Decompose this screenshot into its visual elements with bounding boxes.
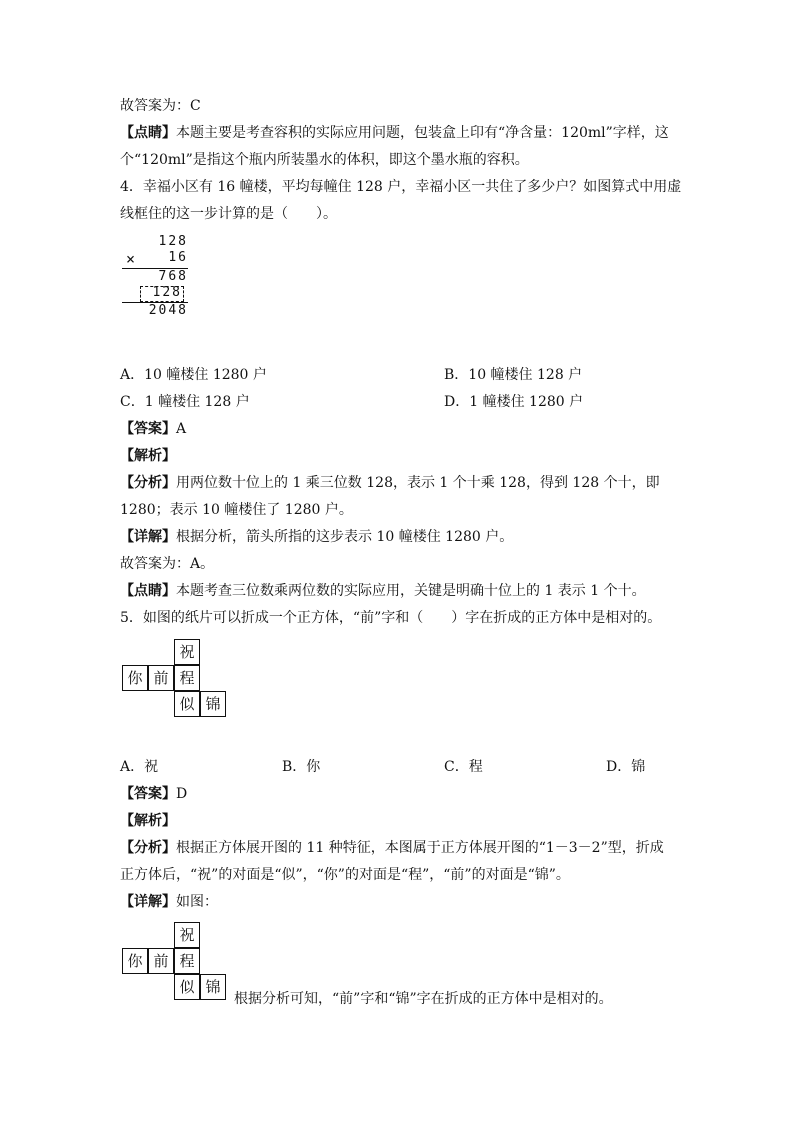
analysis-text-5: 根据正方体展开图的 11 种特征，本图属于正方体展开图的“1－3－2”型，折成	[176, 840, 664, 856]
calc-partial-2: 128	[152, 285, 182, 300]
analysis-5-line-1	[120, 839, 664, 857]
answer-line-prev: 故答案为：C	[120, 98, 201, 114]
answer-value-5: D	[176, 786, 188, 802]
analysis-heading-4: 【解析】	[120, 448, 176, 464]
conclusion-text: 根据分析可知，“前”字和“锦”字在折成的正方体中是相对的。	[234, 991, 613, 1007]
remark-text: 本题考查三位数乘两位数的实际应用，关键是明确十位上的 1 表示 1 个十。	[176, 583, 646, 599]
net-cell-qian: 前	[148, 665, 174, 691]
detail-tag-5: 【详解】	[120, 894, 176, 910]
option-4a: A．10 幢楼住 1280 户	[120, 367, 267, 383]
calc-partial-1: 768	[158, 269, 188, 284]
analysis-5-line-2: 正方体后，“祝”的对面是“似”，“你”的对面是“程”，“前”的对面是“锦”。	[120, 867, 570, 883]
option-5a: A．祝	[120, 759, 159, 775]
answer-tag: 【答案】	[120, 421, 176, 437]
calc-multiplicand: 128	[158, 234, 188, 249]
analysis-line-1	[120, 474, 660, 492]
note-tag: 【点睛】	[120, 125, 176, 141]
net2-cell-cheng: 程	[174, 948, 200, 974]
net2-cell-zhu: 祝	[174, 922, 200, 948]
remark-tag: 【点睛】	[120, 583, 176, 599]
final-answer-4: 故答案为：A。	[120, 556, 215, 572]
detail-tag: 【详解】	[120, 529, 176, 545]
question-4-line-2: 线框住的这一步计算的是（ ）。	[120, 206, 337, 222]
net-cell-jin: 锦	[200, 691, 226, 717]
question-5: 5．如图的纸片可以折成一个正方体，“前”字和（ ）字在折成的正方体中是相对的。	[120, 610, 662, 626]
answer-line-5	[120, 785, 187, 803]
answer-value: A	[176, 421, 187, 437]
net-cell-si: 似	[174, 691, 200, 717]
option-5b: B．你	[282, 759, 321, 775]
option-5c: C．程	[444, 759, 483, 775]
calc-product: 2048	[148, 303, 188, 318]
analysis-tag: 【分析】	[120, 475, 176, 491]
net2-cell-qian: 前	[148, 948, 174, 974]
analysis-heading-5: 【解析】	[120, 813, 176, 829]
option-4d: D．1 幢楼住 1280 户	[444, 394, 584, 410]
detail-text-5: 如图：	[176, 894, 218, 910]
answer-line-4	[120, 420, 186, 438]
note-line-2: 个“120ml”是指这个瓶内所装墨水的体积，即这个墨水瓶的容积。	[120, 152, 529, 168]
net-cell-zhu: 祝	[174, 639, 200, 665]
net-cell-ni: 你	[122, 665, 148, 691]
net2-cell-si: 似	[174, 974, 200, 1000]
note-line-1	[120, 124, 669, 142]
option-4c: C．1 幢楼住 128 户	[120, 394, 250, 410]
note-text: 本题主要是考查容积的实际应用问题，包装盒上印有“净含量：120ml”字样，这	[176, 125, 669, 141]
answer-tag-5: 【答案】	[120, 786, 176, 802]
detail-line-4	[120, 528, 513, 546]
option-5d: D．锦	[606, 759, 646, 775]
times-sign: ×	[126, 250, 136, 268]
analysis-line-2: 1280；表示 10 幢楼住了 1280 户。	[120, 502, 353, 518]
analysis-tag-5: 【分析】	[120, 840, 176, 856]
remark-line-4	[120, 582, 646, 600]
question-4-line-1: 4．幸福小区有 16 幢楼，平均每幢住 128 户，幸福小区一共住了多少户？如图算式中用虚	[120, 179, 682, 195]
net2-cell-jin: 锦	[200, 974, 226, 1000]
detail-text: 根据分析，箭头所指的这步表示 10 幢楼住 1280 户。	[176, 529, 514, 545]
option-4b: B．10 幢楼住 128 户	[444, 367, 583, 383]
multiplication-figure	[118, 234, 198, 324]
calc-multiplier: 16	[168, 250, 188, 265]
detail-line-5	[120, 893, 218, 911]
net2-cell-ni: 你	[122, 948, 148, 974]
net-cell-cheng: 程	[174, 665, 200, 691]
analysis-text: 用两位数十位上的 1 乘三位数 128，表示 1 个十乘 128，得到 128 个十，即	[176, 475, 660, 491]
